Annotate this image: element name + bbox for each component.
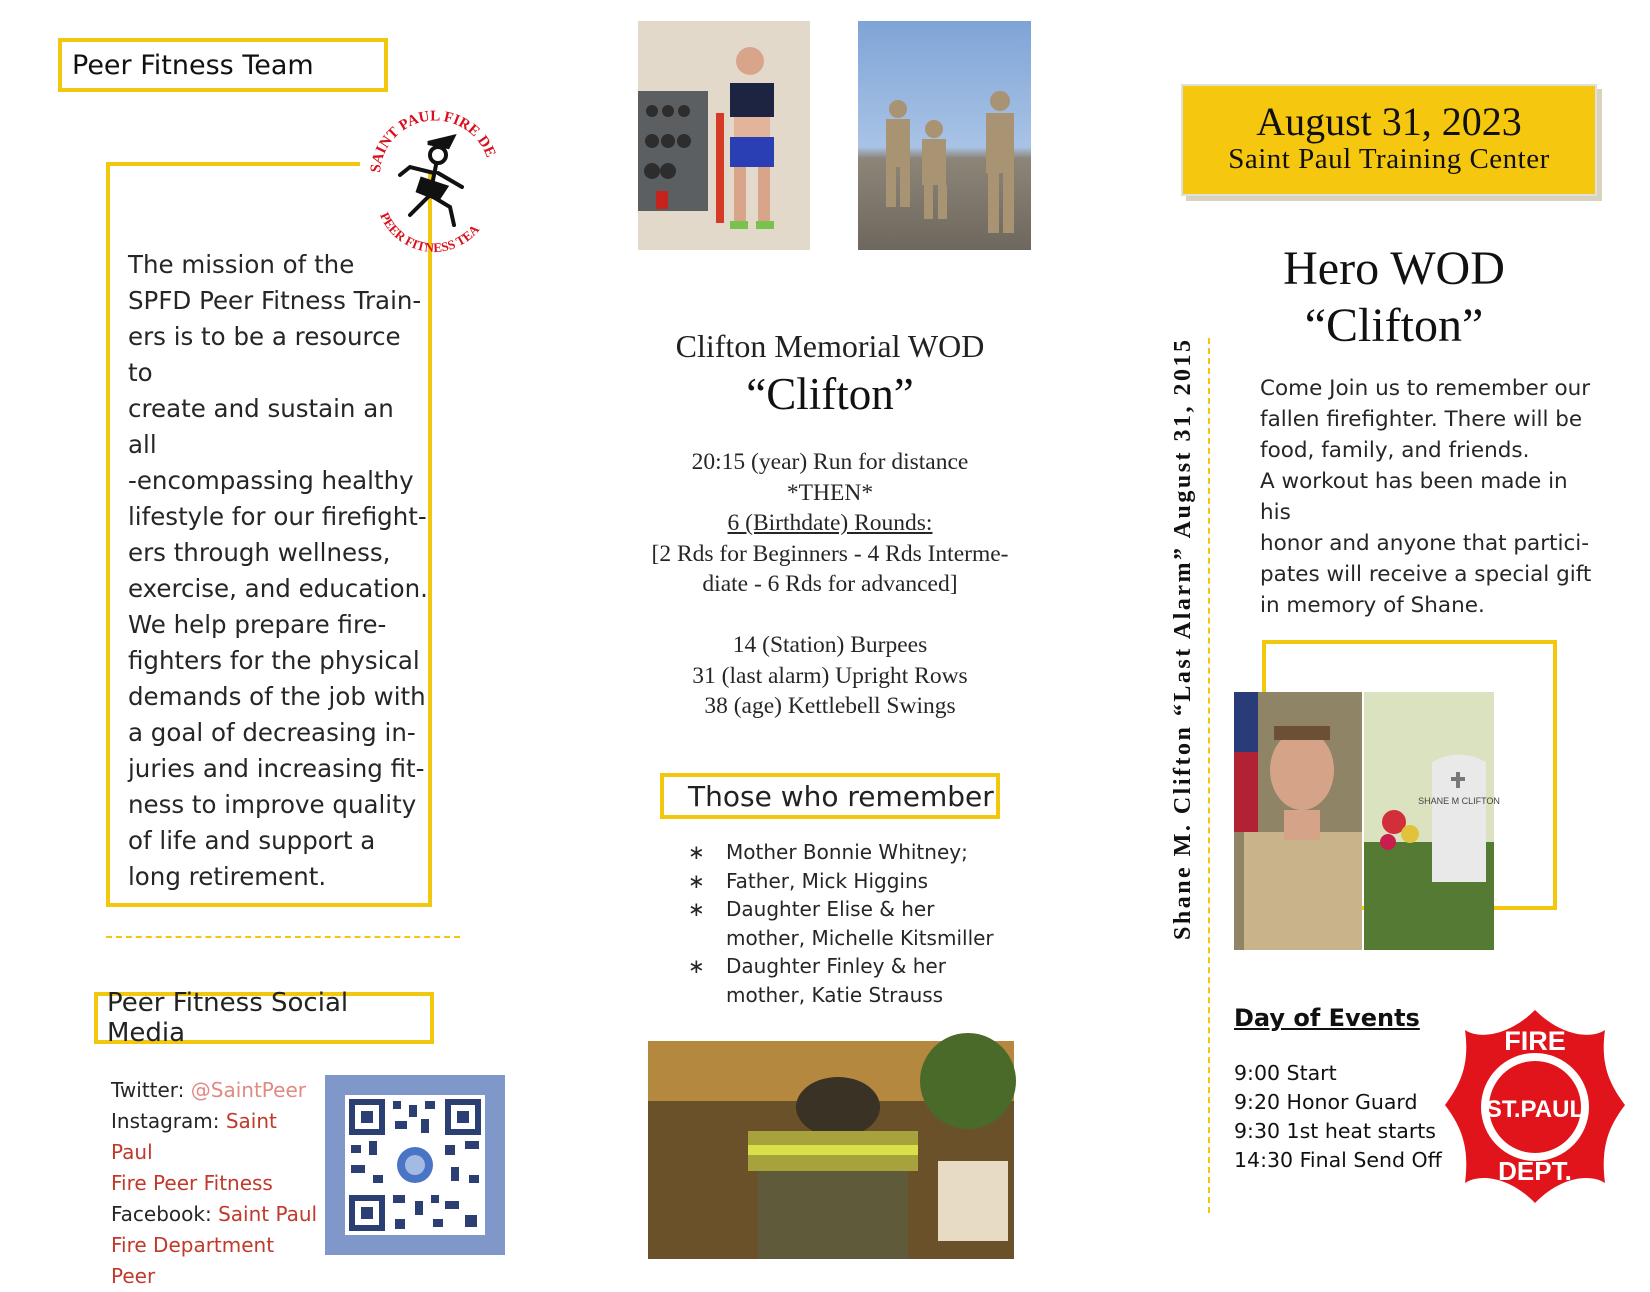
shane-portrait-image [1234, 692, 1362, 950]
mission-line: demands of the job with [128, 682, 426, 711]
logo-stpaul-text: ST.PAUL [1485, 1096, 1585, 1123]
logo-dept-text: DEPT. [1498, 1156, 1572, 1186]
list-item: 9:00 Start [1234, 1061, 1337, 1085]
mission-line: fighters for the physical [128, 646, 420, 675]
brochure-title-box [58, 38, 388, 92]
workout-line: 31 (last alarm) Upright Rows [692, 662, 968, 689]
helmet-photo-image [648, 1041, 1014, 1259]
mission-line: -encompassing healthy [128, 466, 414, 495]
invitation-line: pates will receive a special gift [1260, 562, 1592, 587]
mission-line: a goal of decreasing in- [128, 718, 416, 747]
mission-line: We help prepare fire- [128, 610, 387, 639]
social-media-title: Peer Fitness Social Media [107, 988, 349, 1048]
invitation-line: A workout has been made in his [1260, 469, 1568, 525]
mission-line: long retirement. [128, 862, 327, 891]
twitter-label: Twitter: [111, 1078, 185, 1102]
peer-fitness-logo [358, 95, 508, 265]
event-date: August 31, 2023 [1256, 99, 1522, 144]
vertical-dashed-divider [1208, 338, 1210, 1213]
list-item: ∗ Daughter Finley & her mother, Katie Strauss [688, 952, 1008, 1009]
workout-line: [2 Rds for Beginners - 4 Rds Interme- [651, 540, 1009, 567]
svg-text:SAINT PAUL FIRE DEPT [358, 95, 498, 174]
event-location: Saint Paul Training Center [1228, 143, 1550, 175]
facebook-label: Facebook: [111, 1202, 212, 1226]
workout-line: 20:15 (year) Run for distance [691, 449, 969, 475]
mission-statement [128, 247, 428, 895]
helmet-memorial-photo [648, 1041, 1014, 1259]
social-media-list [111, 1075, 321, 1292]
workout-line: diate - 6 Rds for advanced] [702, 571, 958, 597]
mission-line: ers is to be a resource to [128, 322, 401, 387]
social-media-title-box [94, 988, 434, 1048]
gravestone-image [1364, 692, 1500, 950]
mission-line: of life and support a [128, 826, 376, 855]
dashed-divider [106, 936, 460, 938]
memorial-wod-title: Clifton Memorial WOD [675, 328, 985, 364]
mission-line: juries and increasing fit- [128, 754, 425, 783]
gym-photo [638, 21, 810, 250]
logo-bottom-text: PEER FITNESS TEA [377, 209, 483, 256]
gravestone-text: SHANE M CLIFTON [1418, 796, 1500, 806]
invitation-line: honor and anyone that partici- [1260, 531, 1589, 556]
gravestone-photo [1364, 692, 1500, 950]
list-item: ∗ Daughter Elise & her mother, Michelle Kitsmiller [688, 895, 1008, 952]
workout-line: *THEN* [786, 479, 874, 506]
logo-top-text: SAINT PAUL FIRE DE [367, 108, 499, 174]
instagram-label: Instagram: [111, 1109, 220, 1133]
list-item: ∗ Father, Mick Higgins [688, 867, 1008, 896]
maltese-cross-fire-logo [1440, 1005, 1630, 1210]
instagram-link-cont[interactable]: Fire Peer Fitness [111, 1171, 273, 1195]
workout-line: 38 (age) Kettlebell Swings [704, 693, 956, 719]
workout-line: 14 (Station) Burpees [732, 632, 928, 658]
list-item: 9:20 Honor Guard [1234, 1090, 1418, 1114]
invitation-line: fallen firefighter. There will be [1260, 407, 1583, 432]
list-item: 14:30 Final Send Off [1234, 1148, 1442, 1172]
marines-jumping-photo [858, 21, 1031, 250]
workout-description [600, 447, 1060, 722]
firefighter-running-logo [358, 95, 508, 265]
hero-title-line1: Hero WOD [1283, 242, 1505, 295]
facebook-link[interactable]: Saint Paul [218, 1202, 318, 1226]
last-alarm-vertical-text: Shane M. Clifton “Last Alarm” August 31, 2015 [1170, 337, 1196, 940]
date-banner [1181, 84, 1597, 196]
mission-line: create and sustain an all [128, 394, 394, 459]
hero-wod-title [1220, 240, 1568, 354]
gym-photo-image [638, 21, 810, 250]
mission-line: SPFD Peer Fitness Train- [128, 286, 422, 315]
remember-title-box [660, 773, 1000, 819]
day-of-events-heading: Day of Events [1234, 1004, 1420, 1032]
list-item: ∗ Mother Bonnie Whitney; [688, 838, 1008, 867]
list-item: 9:30 1st heat starts [1234, 1119, 1436, 1143]
qr-pattern [325, 1075, 505, 1255]
qr-code-icon[interactable] [325, 1075, 505, 1255]
mission-line: ness to improve quality [128, 790, 417, 819]
remember-list [688, 838, 1008, 1009]
memorial-wod-name: “Clifton” [746, 369, 914, 419]
mission-line: The mission of the [128, 250, 355, 279]
invitation-line: in memory of Shane. [1260, 593, 1485, 618]
mission-line: lifestyle for our firefight- [128, 502, 427, 531]
marines-photo-image [858, 21, 1031, 250]
invitation-text [1260, 373, 1600, 621]
events-schedule [1234, 1059, 1442, 1175]
invitation-line: Come Join us to remember our [1260, 376, 1591, 401]
hero-title-line2: “Clifton” [1304, 299, 1484, 352]
twitter-link[interactable]: @SaintPeer [190, 1078, 306, 1102]
invitation-line: food, family, and friends. [1260, 438, 1530, 463]
mission-line: exercise, and education. [128, 574, 428, 603]
facebook-link-cont[interactable]: Fire Department Peer [111, 1233, 275, 1288]
workout-rounds-heading: 6 (Birthdate) Rounds: [727, 510, 933, 536]
brochure-title: Peer Fitness Team [72, 49, 314, 81]
remember-title: Those who remember [688, 779, 994, 813]
logo-fire-text: FIRE [1504, 1026, 1566, 1056]
instagram-link[interactable]: Saint Paul [111, 1109, 277, 1164]
mission-line: ers through wellness, [128, 538, 391, 567]
fire-dept-logo [1440, 1005, 1630, 1210]
shane-portrait-photo [1234, 692, 1362, 950]
